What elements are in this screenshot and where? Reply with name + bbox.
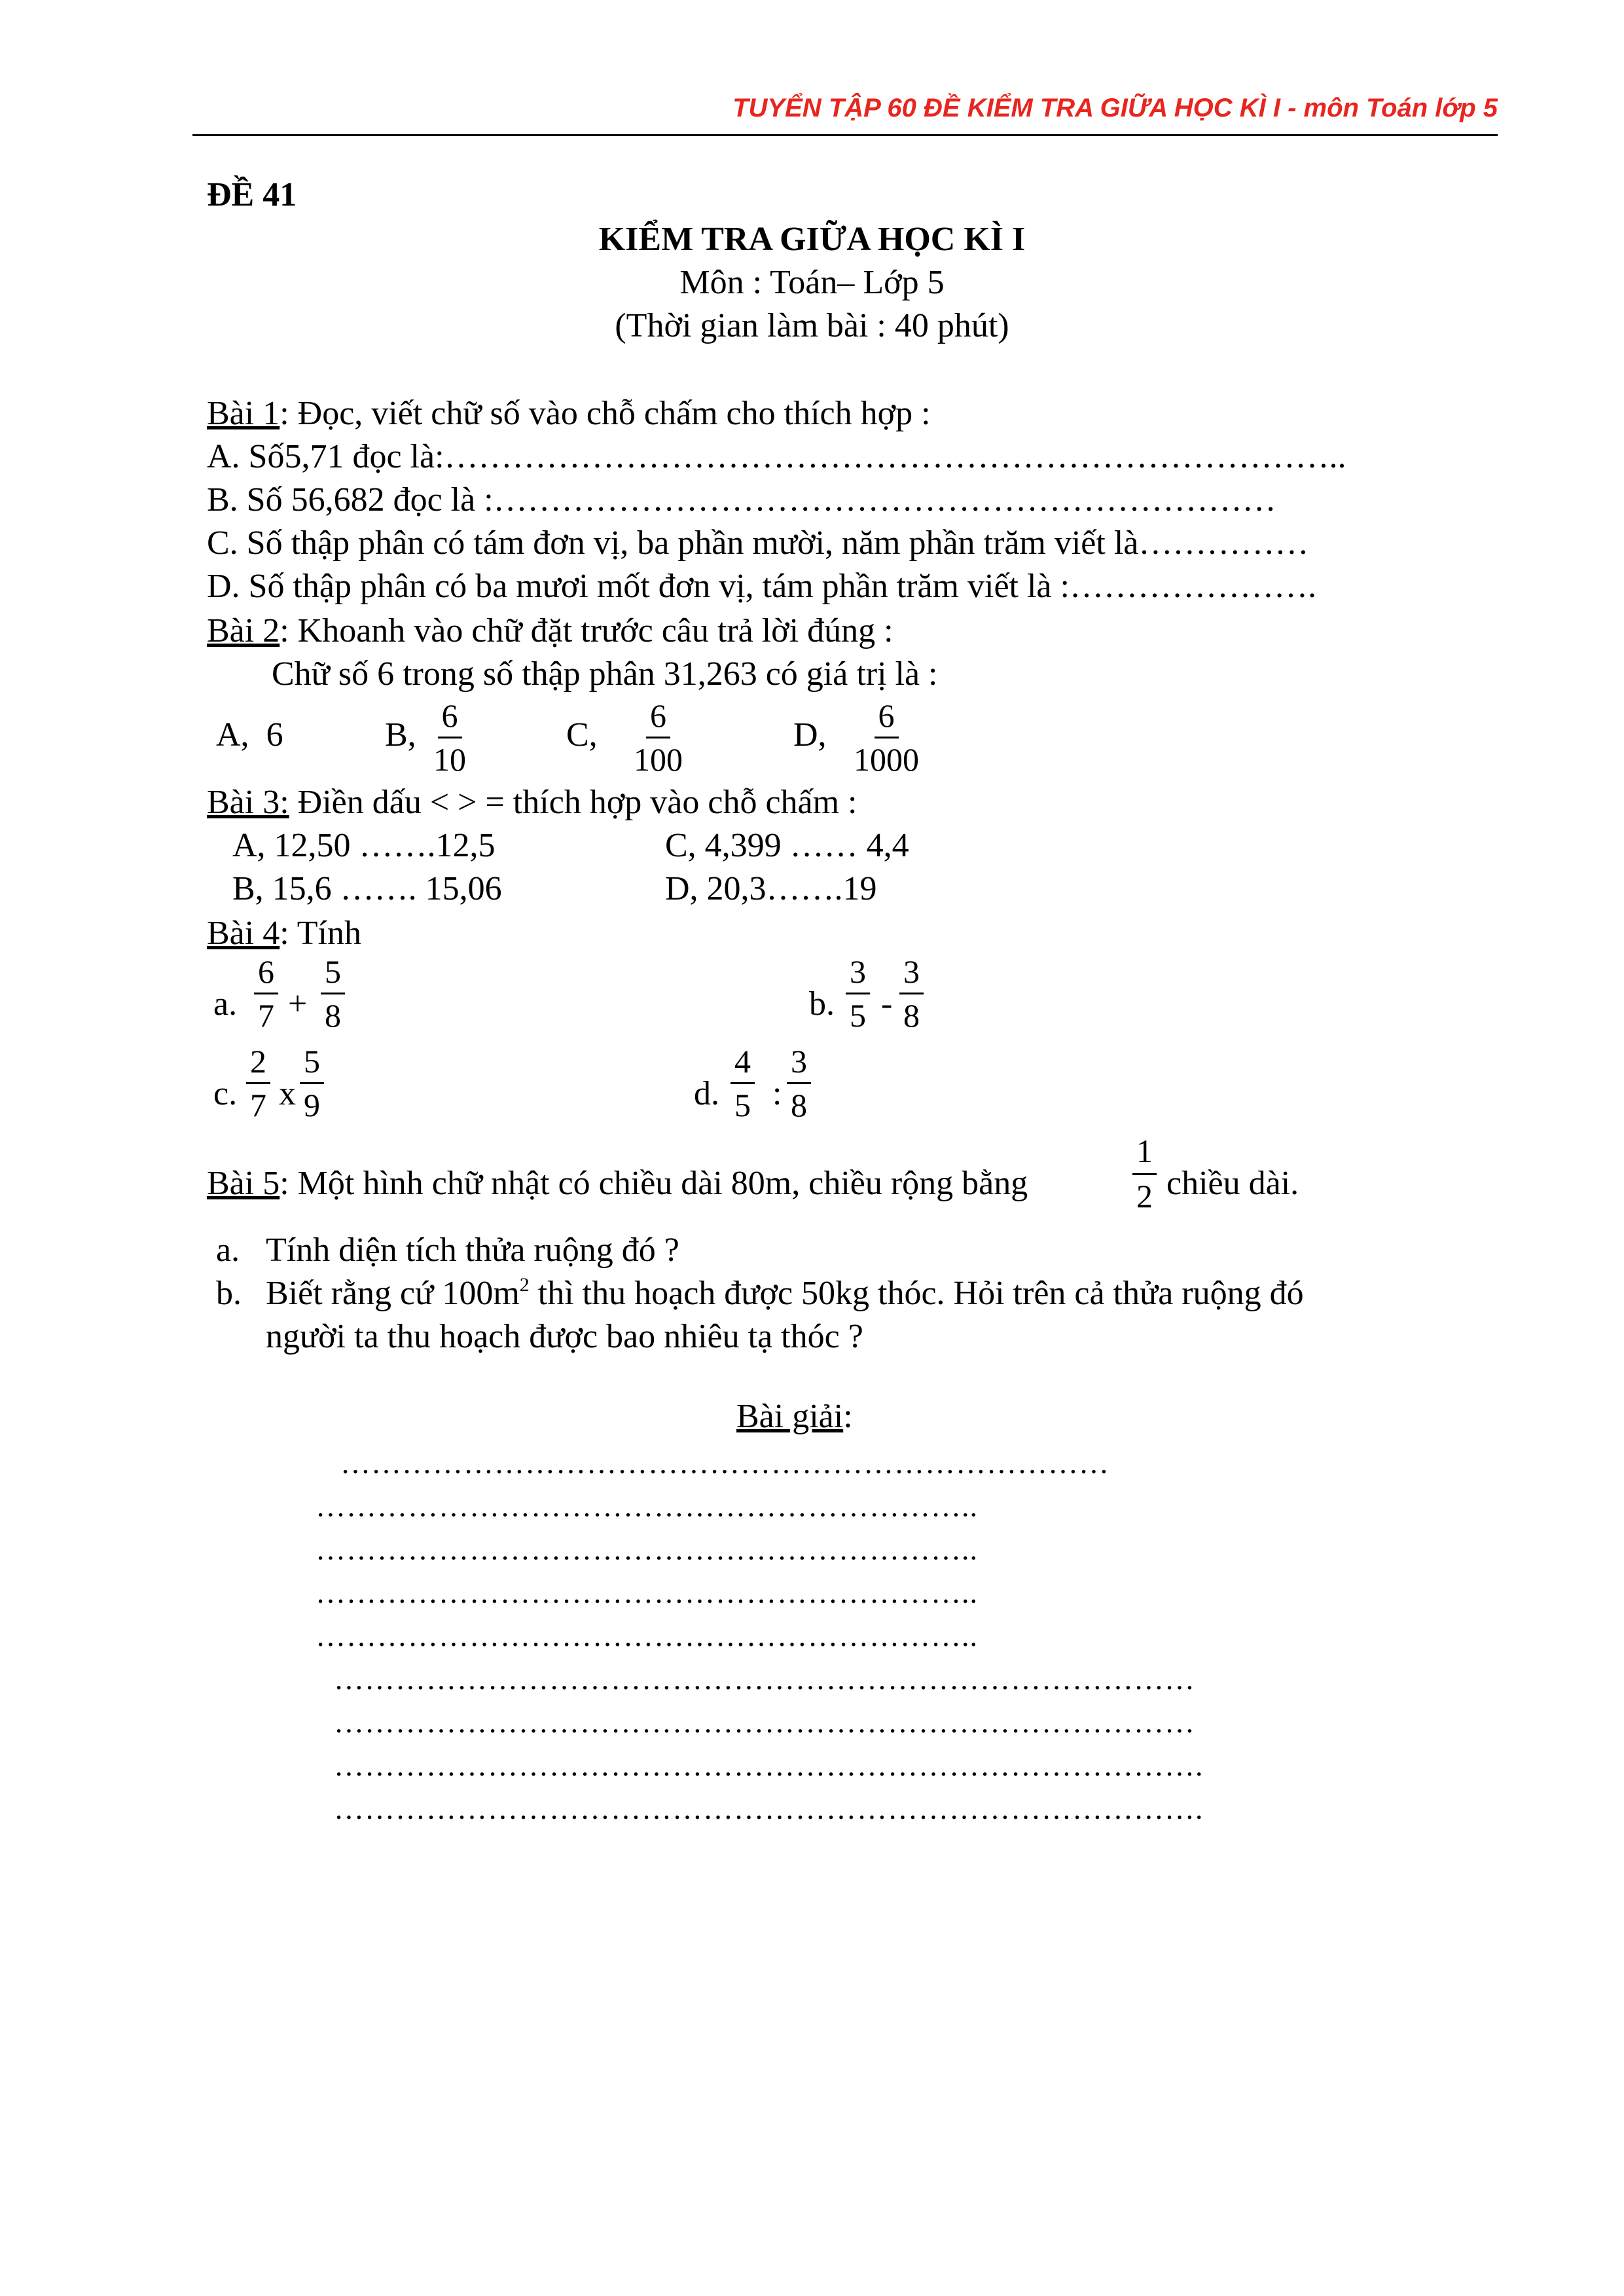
bai5-fraction bbox=[1132, 1133, 1157, 1214]
bai5-b-line-2: người ta thu hoạch được bao nhiêu tạ thóc ? bbox=[266, 1318, 863, 1355]
bai5-b-text-1: Biết rằng cứ 100m bbox=[266, 1275, 520, 1312]
bai4-d-fraction-1 bbox=[731, 1043, 755, 1123]
denominator: 100 bbox=[634, 741, 683, 778]
bai2-option-d-fraction bbox=[850, 697, 923, 778]
bai4-c-fraction-2 bbox=[300, 1043, 324, 1123]
bai1-heading bbox=[207, 394, 931, 433]
answer-line[interactable]: …………………………………………………………………………. bbox=[334, 1749, 1204, 1782]
numerator: 6 bbox=[646, 697, 670, 738]
denominator: 5 bbox=[734, 1087, 751, 1123]
bai4-a-fraction-2 bbox=[321, 953, 345, 1034]
bai5-heading bbox=[207, 1164, 1028, 1203]
bai2-option-b-letter: B, bbox=[385, 716, 416, 754]
bai2-option-d-letter: D, bbox=[793, 716, 827, 754]
answer-line[interactable]: ……………………………………………………….. bbox=[316, 1489, 978, 1523]
bai3-item-b: B, 15,6 ……. 15,06 bbox=[232, 870, 502, 907]
numerator: 4 bbox=[731, 1043, 755, 1084]
bai3-prompt: Điền dấu < > = thích hợp vào chỗ chấm : bbox=[289, 784, 857, 821]
bai3-item-c: C, 4,399 …… 4,4 bbox=[665, 827, 909, 864]
bai1-item-a: A. Số5,71 đọc là:…………………………………………………………………….. bbox=[207, 438, 1346, 475]
bai5-a-text: Tính diện tích thửa ruộng đó ? bbox=[266, 1231, 679, 1269]
bai2-option-b-fraction bbox=[429, 697, 470, 778]
bai4-a-operator: + bbox=[288, 985, 308, 1023]
solution-title-text: Bài giải bbox=[736, 1398, 844, 1435]
bai2-label: Bài 2 bbox=[207, 612, 280, 649]
numerator: 6 bbox=[254, 953, 278, 994]
bai3-item-d: D, 20,3…….19 bbox=[665, 870, 877, 907]
bai5-label: Bài 5 bbox=[207, 1165, 280, 1202]
header-rule bbox=[192, 134, 1498, 136]
denominator: 7 bbox=[258, 997, 274, 1034]
exam-title: KIỂM TRA GIỮA HỌC KÌ I bbox=[598, 221, 1026, 258]
answer-line[interactable]: ……………………………………………………….. bbox=[316, 1619, 978, 1652]
bai4-c-fraction-1 bbox=[246, 1043, 270, 1123]
bai4-b-fraction-2 bbox=[899, 953, 924, 1034]
answer-line[interactable]: ………………………………………………………………………… bbox=[334, 1662, 1195, 1696]
exam-duration: (Thời gian làm bài : 40 phút) bbox=[615, 307, 1009, 344]
series-header: TUYỂN TẬP 60 ĐỀ KIỂM TRA GIỮA HỌC KÌ I - môn Toán lớp 5 bbox=[732, 94, 1498, 122]
numerator: 5 bbox=[300, 1043, 324, 1084]
bai4-label: Bài 4 bbox=[207, 915, 280, 952]
denominator: 8 bbox=[791, 1087, 807, 1123]
bai5-a-letter: a. bbox=[216, 1231, 240, 1269]
bai4-c-operator: x bbox=[279, 1075, 296, 1112]
bai2-prompt: : Khoanh vào chữ đặt trước câu trả lời đúng : bbox=[280, 612, 893, 649]
denominator: 2 bbox=[1132, 1173, 1157, 1214]
numerator: 3 bbox=[787, 1043, 811, 1084]
bai2-option-a bbox=[216, 716, 283, 755]
denominator: 1000 bbox=[854, 741, 919, 778]
superscript: 2 bbox=[519, 1274, 530, 1296]
bai4-d-letter: d. bbox=[694, 1075, 719, 1112]
answer-line[interactable]: ………………………………………………………………… bbox=[340, 1446, 1110, 1480]
bai4-prompt: : Tính bbox=[280, 915, 361, 952]
bai2-heading bbox=[207, 611, 893, 651]
bai3-heading bbox=[207, 783, 857, 822]
bai4-a-fraction-1 bbox=[254, 953, 278, 1034]
denominator: 8 bbox=[903, 997, 920, 1034]
bai1-item-b: B. Số 56,682 đọc là :…………………………………………………………… bbox=[207, 481, 1276, 519]
numerator: 2 bbox=[246, 1043, 270, 1084]
numerator: 3 bbox=[899, 953, 924, 994]
bai3-label: Bài 3: bbox=[207, 784, 289, 821]
answer-line[interactable]: ………………………………………………………………………… bbox=[334, 1705, 1195, 1739]
numerator: 6 bbox=[875, 697, 899, 738]
bai4-a-letter: a. bbox=[213, 985, 238, 1023]
bai5-prompt-after: chiều dài. bbox=[1166, 1165, 1299, 1202]
bai4-c-letter: c. bbox=[213, 1075, 238, 1112]
numerator: 3 bbox=[846, 953, 870, 994]
option-value: 6 bbox=[266, 716, 283, 754]
bai5-b-line-1 bbox=[266, 1274, 1304, 1313]
numerator: 5 bbox=[321, 953, 345, 994]
denominator: 9 bbox=[304, 1087, 320, 1123]
bai1-prompt: : Đọc, viết chữ số vào chỗ chấm cho thích hợp : bbox=[280, 395, 931, 432]
bai4-heading bbox=[207, 914, 361, 953]
denominator: 8 bbox=[325, 997, 341, 1034]
numerator: 6 bbox=[438, 697, 462, 738]
bai5-prompt-before: : Một hình chữ nhật có chiều dài 80m, chiều rộng bằng bbox=[280, 1165, 1028, 1202]
solution-title bbox=[736, 1397, 853, 1436]
exam-subject: Môn : Toán– Lớp 5 bbox=[679, 264, 945, 301]
bai4-b-fraction-1 bbox=[846, 953, 870, 1034]
denominator: 5 bbox=[850, 997, 866, 1034]
numerator: 1 bbox=[1136, 1133, 1153, 1169]
bai5-b-letter: b. bbox=[216, 1275, 242, 1312]
bai2-option-c-fraction bbox=[630, 697, 687, 778]
solution-title-colon: : bbox=[843, 1398, 853, 1435]
bai4-d-fraction-2 bbox=[787, 1043, 811, 1123]
bai1-label: Bài 1 bbox=[207, 395, 280, 432]
answer-line[interactable]: ……………………………………………………….. bbox=[316, 1533, 978, 1566]
bai4-b-letter: b. bbox=[809, 985, 835, 1023]
denominator: 10 bbox=[433, 741, 466, 778]
bai4-b-operator: - bbox=[881, 985, 893, 1023]
bai5-b-text-2: thì thu hoạch được 50kg thóc. Hỏi trên cả thửa ruộng đó bbox=[529, 1275, 1304, 1312]
denominator: 7 bbox=[250, 1087, 266, 1123]
bai3-item-a: A, 12,50 …….12,5 bbox=[232, 827, 496, 864]
bai2-option-c-letter: C, bbox=[566, 716, 598, 754]
bai1-item-c: C. Số thập phân có tám đơn vị, ba phần mười, năm phần trăm viết là…………… bbox=[207, 524, 1309, 562]
bai1-item-d: D. Số thập phân có ba mươi mốt đơn vị, tám phần trăm viết là :…………………. bbox=[207, 568, 1316, 605]
answer-line[interactable]: …………………………………………………………………………. bbox=[334, 1792, 1204, 1825]
option-letter: A, bbox=[216, 716, 249, 754]
exam-code: ĐỀ 41 bbox=[207, 176, 297, 213]
bai2-question: Chữ số 6 trong số thập phân 31,263 có giá trị là : bbox=[272, 655, 938, 693]
bai4-d-operator: : bbox=[772, 1075, 782, 1112]
answer-line[interactable]: ……………………………………………………….. bbox=[316, 1576, 978, 1609]
